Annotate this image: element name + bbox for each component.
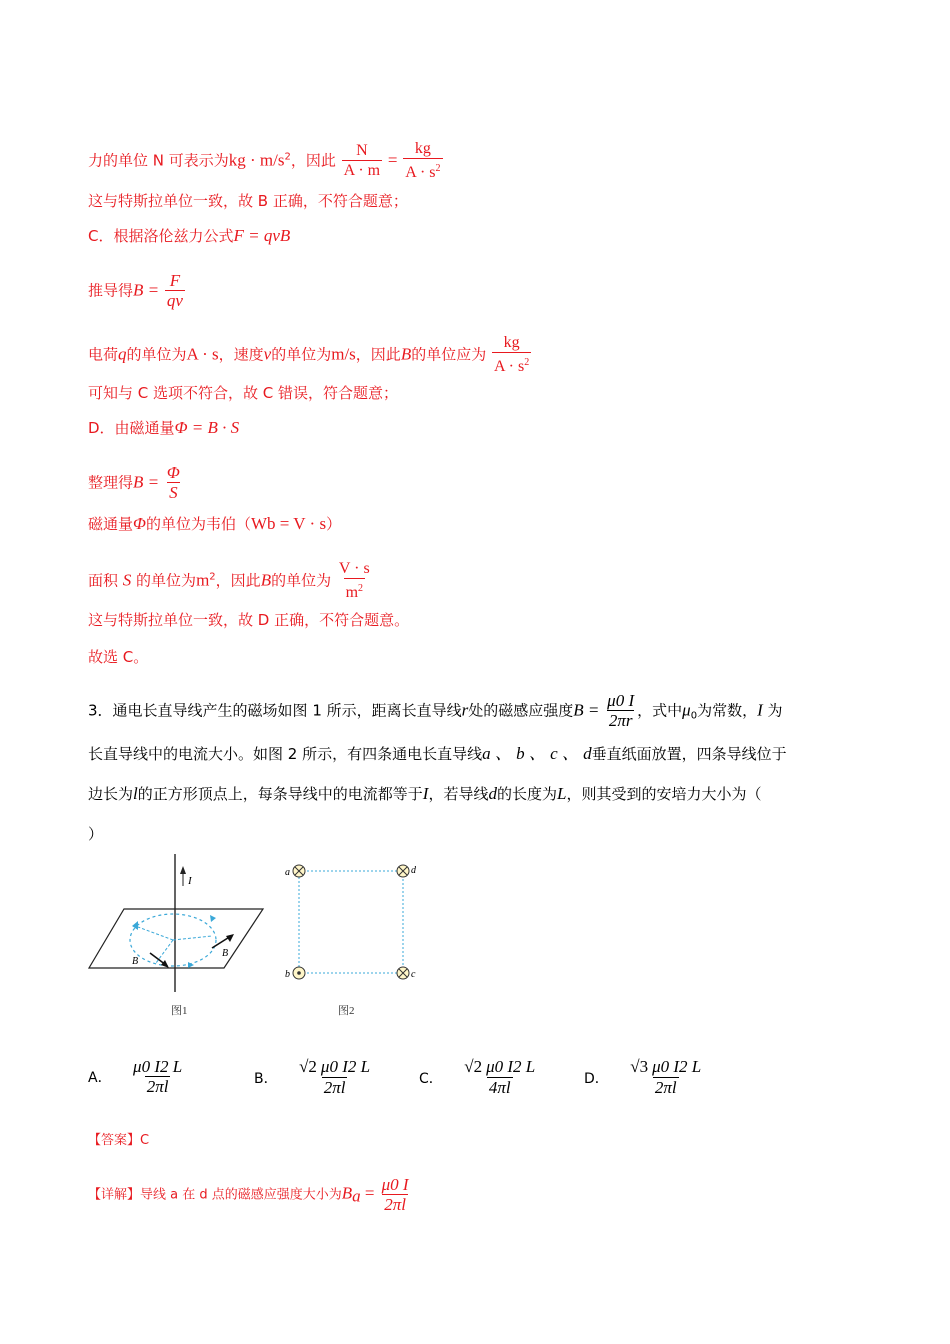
solution-line-12: 故选 C。 [88,648,149,666]
solution-line-8: 整理得B = $\frac{\Phi}{S}$ [88,463,180,502]
solution-line-5: 电荷q的单位为A · s，速度v的单位为m/s，因此B的单位应为 $\frac{kg}{A \cdot s^2}$ [88,334,530,375]
fraction-kg-over-as2-b: $\frac{kg}{A \cdot s^2}$ [494,334,530,375]
solution-line-2: 这与特斯拉单位一致，故 B 正确，不符合题意； [88,192,408,210]
svg-text:B: B [222,948,229,959]
svg-text:d: d [411,865,416,876]
solution-line-11: 这与特斯拉单位一致，故 D 正确，不符合题意。 [88,611,410,629]
solution-line-4: 推导得B = $\frac{F}{qv}$ [88,271,183,310]
wire-c-into-page [397,967,409,979]
svg-text:b: b [285,969,290,980]
option-b[interactable]: B． $\frac{√2 \mu 0 I2 L}{2\pi l}$ [254,1057,371,1097]
figure-1-wire-field [86,852,268,997]
solution-line-6: 可知与 C 选项不符合，故 C 错误，符合题意； [88,384,399,402]
solution-line-1: 力的单位 N 可表示为kg · $m/s^2$，因此 $\frac{N}{A \cdot m}$ = $\frac{kg}{A \cdot s^2}$ [88,140,441,181]
detail-line: 【详解】导线 a 在 d 点的磁感应强度大小为$B_a$ = $\frac{\mu 0 I}{2\pi l}$ [88,1175,409,1214]
wire-a-into-page [293,865,305,877]
option-a[interactable]: A． $\frac{\mu 0 I2 L}{2\pi l}$ [88,1057,183,1096]
wire-d-into-page [397,865,409,877]
option-c[interactable]: C． $\frac{√2 \mu 0 I2 L}{4\pi l}$ [419,1057,536,1097]
solution-line-3: C．根据洛伦兹力公式F = qvB [88,226,291,245]
question-3-line-1: 3．通电长直导线产生的磁场如图 1 所示，距离长直导线r处的磁感应强度B = $\frac{\mu 0 I}{2\pi r}$ ，式中$\mu_0$为常数，I 为 [88,691,783,730]
fraction-mu0i-over-2pir: $\frac{\mu 0 I}{2\pi r}$ [607,691,635,730]
fraction-mu0i-over-2pil: $\frac{\mu 0 I}{2\pi l}$ [381,1175,409,1214]
wire-b-out-of-page [293,967,305,979]
question-3-line-3: 边长为l的正方形顶点上，每条导线中的电流都等于I，若导线d的长度为L，则其受到的安培力大小为（ [88,784,762,803]
question-3-line-2: 长直导线中的电流大小。如图 2 所示，有四条通电长直导线a 、 b 、 c 、 d垂直纸面放置，四条导线位于 [88,744,787,763]
fraction-n-over-am: $\frac{N}{A \cdot m}$ [343,142,381,179]
svg-text:a: a [285,867,290,878]
svg-text:I: I [188,875,192,887]
solution-line-9: 磁通量Φ的单位为韦伯（Wb = V · s） [88,514,342,533]
fraction-f-over-qv: $\frac{F}{qv}$ [166,271,183,310]
solution-line-10: 面积 S 的单位为$m^2$，因此B的单位为 $\frac{V \cdot s}{m^2}$ [88,560,370,601]
svg-text:B: B [132,956,139,967]
figure-2-four-wires [282,860,422,984]
figure-2-caption: 图2 [338,1005,355,1017]
fraction-phi-over-s: $\frac{\Phi}{S}$ [166,463,180,502]
solution-line-7: D．由磁通量Φ = B · S [88,418,240,437]
question-3-line-4: ） [88,825,104,843]
answer-line: 【答案】C [88,1133,150,1148]
option-d[interactable]: D． $\frac{√3 \mu 0 I2 L}{2\pi l}$ [584,1057,702,1097]
fraction-kg-over-as2: $\frac{kg}{A \cdot s^2}$ [405,140,441,181]
figure-1-caption: 图1 [171,1005,188,1017]
svg-text:c: c [411,969,416,980]
fraction-vs-over-m2: $\frac{V \cdot s}{m^2}$ [338,560,370,601]
